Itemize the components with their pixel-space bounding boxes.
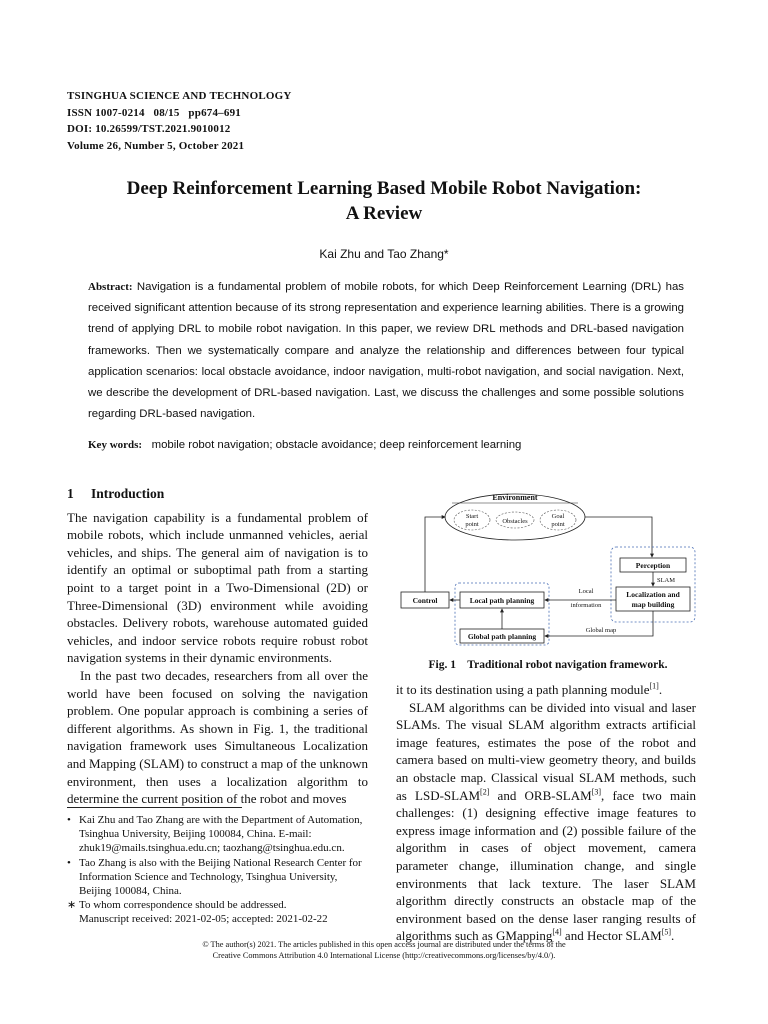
citation-2: [2] bbox=[480, 787, 490, 797]
section-title: Introduction bbox=[91, 486, 165, 501]
license-notice bbox=[0, 939, 768, 961]
right-paragraph-1 bbox=[396, 681, 696, 699]
intro-paragraph-2: In the past two decades, researchers from all over the world have been focused on solving the navigation problem. One popular approach is combining a series of different algorithms. As shown in Fig. 1, the traditional navigation framework uses Simultaneous Localization and Mapping (SLAM) to construct a map of the unknown environment, then uses a localization algorithm to determine the current position of the robot and moves bbox=[67, 667, 368, 807]
text-run: SLAM algorithms can be divided into visual and laser SLAMs. The visual SLAM algorithm extracts artificial image features, estimates the pose of the robot and camera based on multi-view geometry theory, and builds an obstacle map. Classical visual SLAM methods, such as LSD-SLAM bbox=[396, 699, 696, 803]
citation-3: [3] bbox=[591, 787, 602, 797]
issn-line: ISSN 1007-0214 08/15 pp674–691 bbox=[67, 106, 241, 119]
localization-label: Localization and bbox=[626, 590, 680, 599]
goal-label: Goal bbox=[551, 513, 565, 520]
manuscript-dates: Manuscript received: 2021-02-05; accepted: 2021-02-22 bbox=[79, 913, 328, 926]
intro-paragraph-1: The navigation capability is a fundamental problem of mobile robots, which include unmanned vehicles, aerial vehicles, and ships. The general aim of navigation is to identify an optimal or suboptimal path from a starting point to a target point in a Two-Dimensional (2D) or Three-Dimensional (3D) environment while avoiding obstacles. Delivery robots, warehouse automated guided vehicles, and indoor service robots require robust robot navigation systems in their dynamic environments. bbox=[67, 509, 368, 666]
journal-name: TSINGHUA SCIENCE AND TECHNOLOGY bbox=[67, 90, 292, 102]
right-paragraph-2 bbox=[396, 699, 696, 945]
footnote-divider bbox=[67, 807, 242, 808]
text-run: and Hector SLAM bbox=[561, 928, 662, 944]
section-heading bbox=[67, 485, 368, 503]
text-run: , face two main challenges: (1) designing effective image features to express image information and (2) possible failure of the algorithm in cases of object movement, camera parameter change, illumination change, and single environments that lack texture. The laser SLAM algorithm directly constructs an obstacle map of the environment based on the dense laser ranging results of algorithms such as GMapping bbox=[396, 787, 696, 944]
footnote-correspondence bbox=[67, 898, 371, 912]
right-column bbox=[396, 681, 696, 945]
text-run: and ORB-SLAM bbox=[489, 787, 592, 803]
paper-title bbox=[0, 176, 768, 226]
volume-line: Volume 26, Number 5, October 2021 bbox=[67, 139, 245, 152]
control-label: Control bbox=[412, 596, 438, 605]
navigation-framework-figure bbox=[396, 487, 700, 647]
map-building-label: map building bbox=[631, 600, 675, 609]
author-line: Kai Zhu and Tao Zhang* bbox=[319, 247, 449, 261]
local-info-label: Local bbox=[578, 588, 594, 595]
global-path-label: Global path planning bbox=[467, 632, 537, 641]
text-run: it to its destination using a path planning module bbox=[396, 682, 650, 697]
global-map-label: Global map bbox=[585, 627, 617, 634]
citation-1: [1] bbox=[649, 681, 659, 691]
abstract bbox=[88, 277, 684, 425]
point-label: point bbox=[465, 521, 479, 528]
footnotes bbox=[67, 813, 371, 927]
footnote-text: To whom correspondence should be addressed. bbox=[79, 899, 287, 912]
left-column bbox=[67, 485, 368, 808]
asterisk: ∗ bbox=[67, 899, 77, 912]
footnote-text: Kai Zhu and Tao Zhang are with the Department of Automation, Tsinghua University, Beijing 100084, China. E-mail: zhuk19@mails.tsinghua.edu.cn; taozhang@tsinghua.edu.cn. bbox=[79, 814, 363, 855]
text-run: . bbox=[671, 928, 675, 944]
start-label: Start bbox=[465, 513, 479, 520]
copyright-icon: © bbox=[202, 940, 209, 949]
environment-label: Environment bbox=[492, 493, 538, 502]
citation-4: [4] bbox=[552, 927, 562, 937]
figure-caption: Fig. 1 Traditional robot navigation framework. bbox=[428, 659, 668, 671]
section-number: 1 bbox=[67, 486, 74, 501]
footnote-affiliation bbox=[67, 813, 371, 856]
goal-point-label: point bbox=[551, 521, 565, 528]
abstract-label: Abstract: bbox=[88, 281, 133, 293]
bullet: • bbox=[67, 814, 71, 826]
citation-5: [5] bbox=[661, 927, 672, 937]
footnote-affiliation-2 bbox=[67, 856, 371, 899]
obstacles-label: Obstacles bbox=[502, 518, 528, 525]
slam-label: SLAM bbox=[656, 577, 676, 584]
license-line-2: Creative Commons Attribution 4.0 International License (http://creativecommons.org/licenses/by/4.0/). bbox=[212, 951, 556, 960]
abstract-text: Navigation is a fundamental problem of mobile robots, for which Deep Reinforcement Learning (DRL) has received significant attention because of its strong representation and experience learning abilities. There is a growing trend of applying DRL to mobile robot navigation. In this paper, we review DRL methods and DRL-based navigation frameworks. Then we systematically compare and analyze the relationship and differences between four typical application scenarios: local obstacle avoidance, indoor navigation, multi-robot navigation, and social navigation. Next, we describe the development of DRL-based navigation. Last, we discuss the challenges and some possible solutions regarding DRL-based navigation. bbox=[88, 281, 685, 421]
doi-line: DOI: 10.26599/TST.2021.9010012 bbox=[67, 123, 231, 135]
keywords-label: Key words: bbox=[88, 439, 143, 451]
title-line-2: A Review bbox=[345, 203, 423, 224]
footnote-text: Tao Zhang is also with the Beijing National Research Center for Information Science and Technology, Tsinghua University, Beijing 100084, China. bbox=[79, 856, 362, 898]
information-label: information bbox=[570, 602, 602, 609]
keywords-text: mobile robot navigation; obstacle avoidance; deep reinforcement learning bbox=[151, 439, 522, 451]
title-line-1: Deep Reinforcement Learning Based Mobile Robot Navigation: bbox=[126, 178, 642, 199]
perception-label: Perception bbox=[635, 561, 671, 570]
bullet: • bbox=[67, 856, 71, 869]
license-line-1: The author(s) 2021. The articles published in this open access journal are distributed under the terms of the bbox=[208, 940, 566, 949]
journal-header bbox=[67, 88, 292, 154]
local-path-label: Local path planning bbox=[469, 596, 535, 605]
text-run: . bbox=[658, 682, 663, 697]
keywords bbox=[88, 439, 521, 451]
